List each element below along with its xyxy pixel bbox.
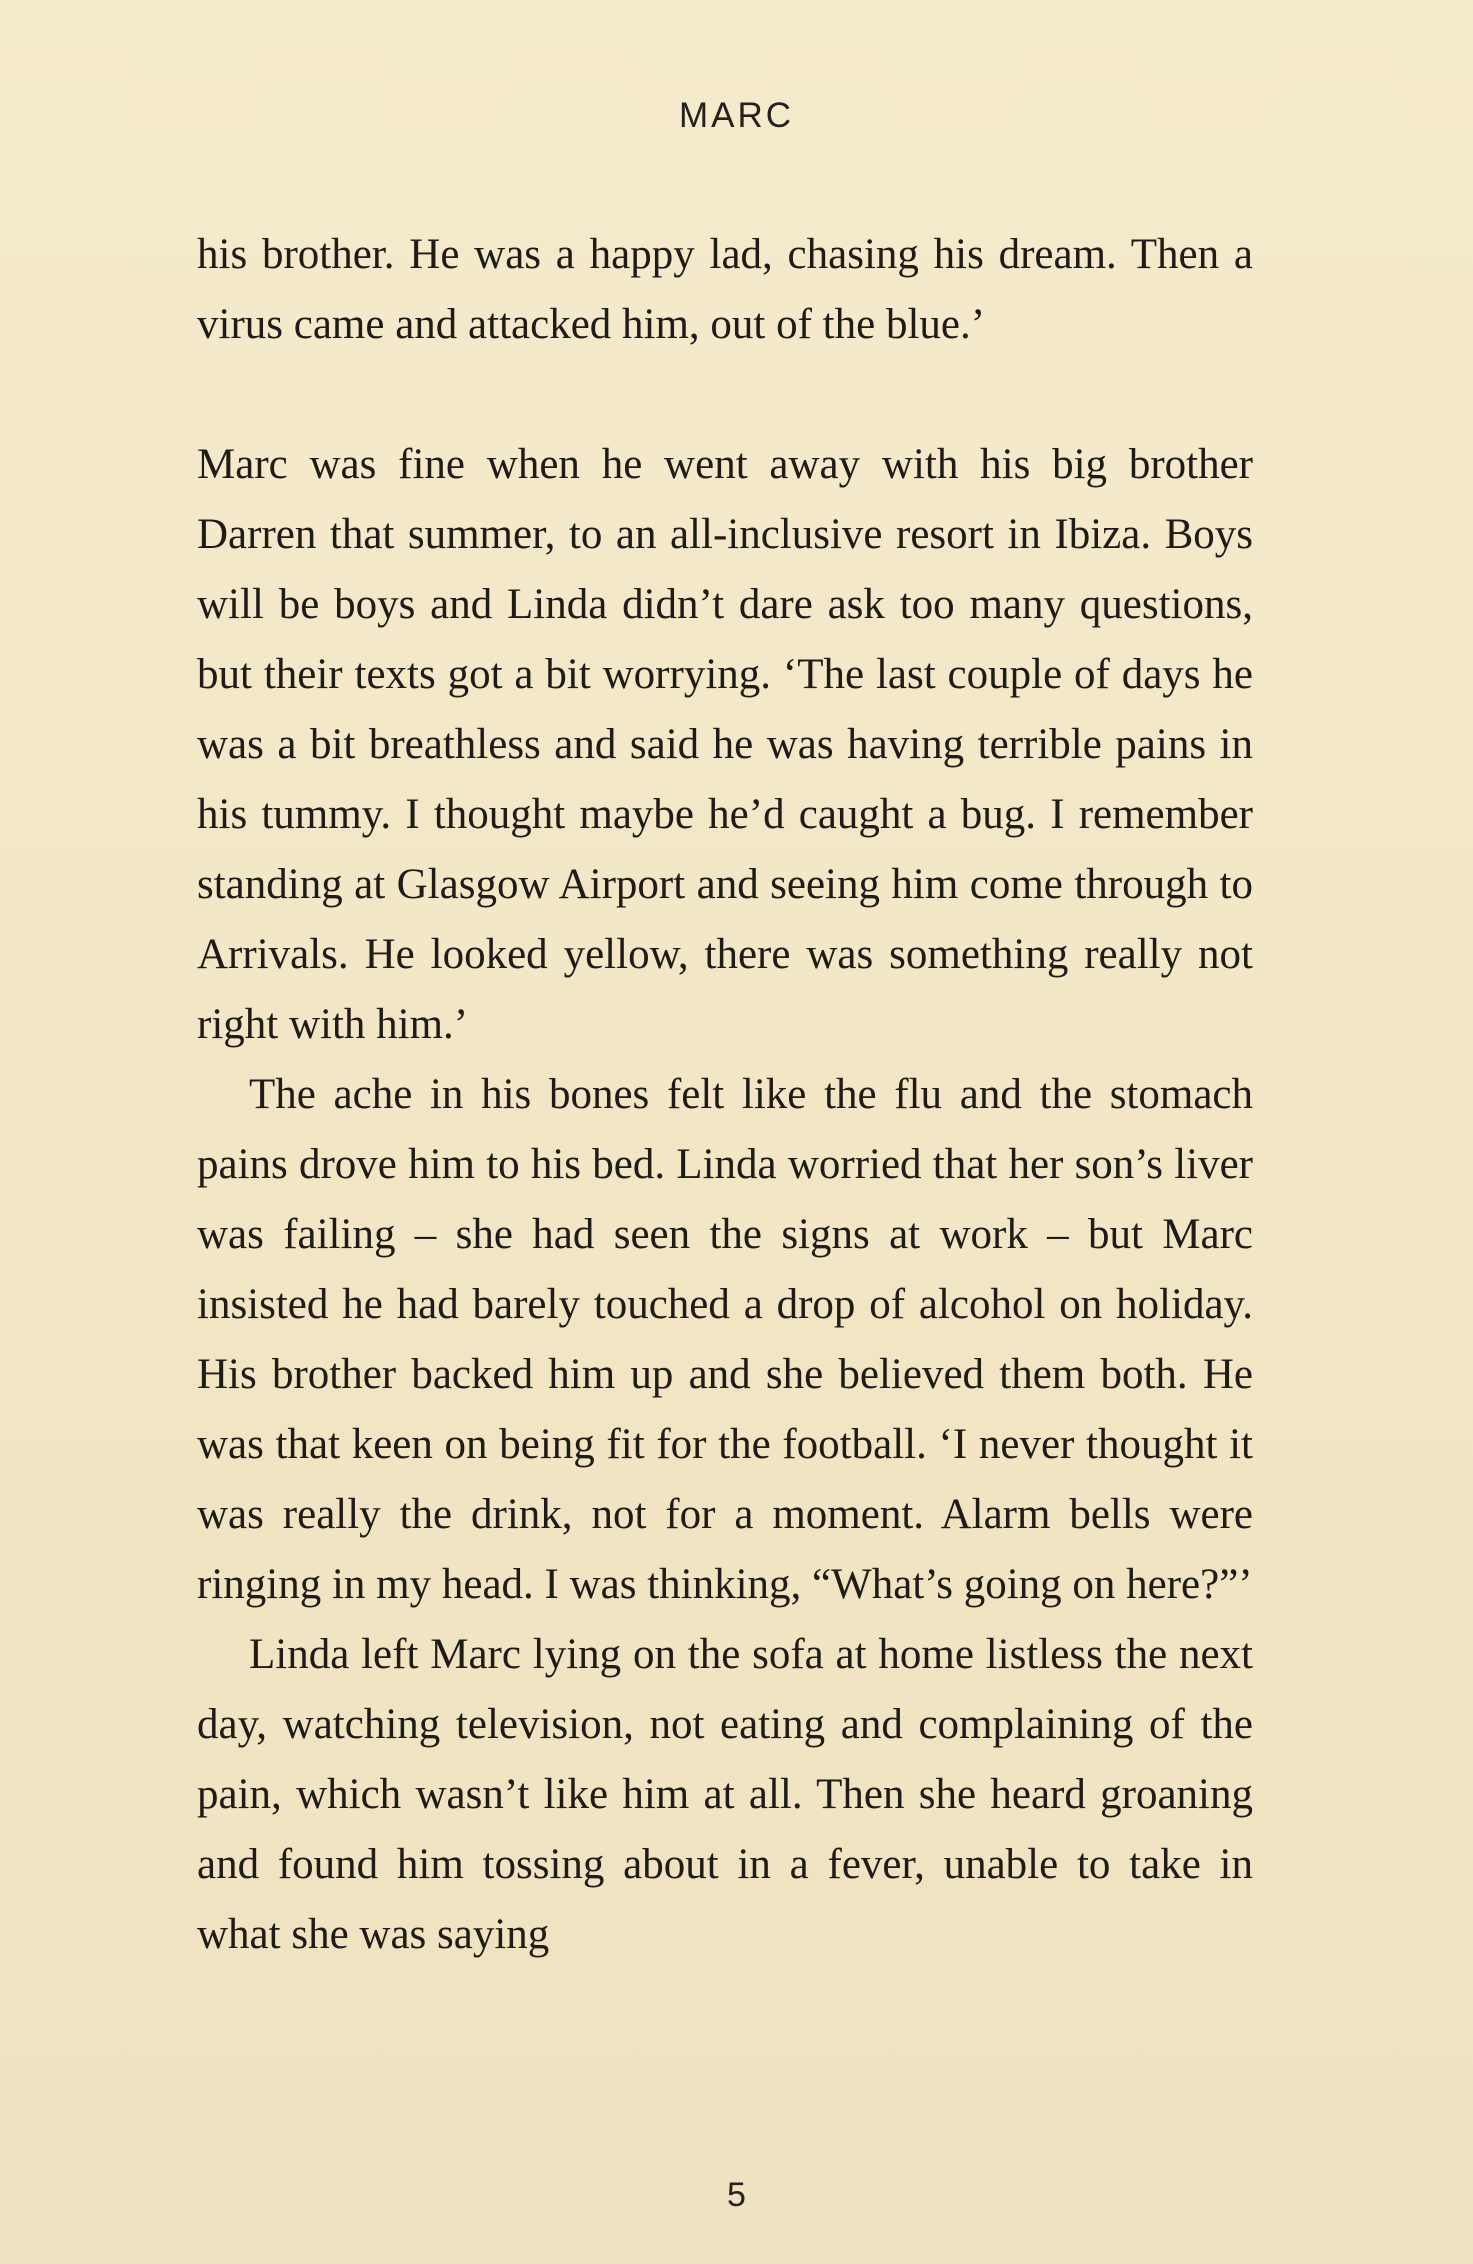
running-head: MARC [678, 96, 795, 135]
body-text [197, 220, 1253, 1970]
paragraph-4: Linda left Marc lying on the sofa at home listless the next day, watching television, not eating and complaining of the pain, which wasn’t like him at all. Then she heard groaning and found him tossing about in a fever, unable to take in what she was saying [197, 1631, 1253, 1958]
paragraph-3: The ache in his bones felt like the flu and the stomach pains drove him to his bed. Linda worried that her son’s liver was failing – she had seen the signs at work – but Marc insisted he had barely touched a drop of alcohol on holiday. His brother backed him up and she believed them both. He was that keen on being fit for the football. ‘I never thought it was really the drink, not for a moment. Alarm bells were ringing in my head. I was thinking, “What’s going on here?”’ [197, 1071, 1253, 1608]
paragraph-1: his brother. He was a happy lad, chasing his dream. Then a virus came and attacked him, out of the blue.’ [197, 231, 1253, 348]
page-number: 5 [727, 2176, 746, 2214]
paragraph-2: Marc was fine when he went away with his big brother Darren that summer, to an all-inclusive resort in Ibiza. Boys will be boys and Linda didn’t dare ask too many questions, but their texts got a bit worrying. ‘The last couple of days he was a bit breathless and said he was having terrible pains in his tummy. I thought maybe he’d caught a bug. I remember standing at Glasgow Airport and seeing him come through to Arrivals. He looked yellow, there was something really not right with him.’ [197, 441, 1253, 1048]
